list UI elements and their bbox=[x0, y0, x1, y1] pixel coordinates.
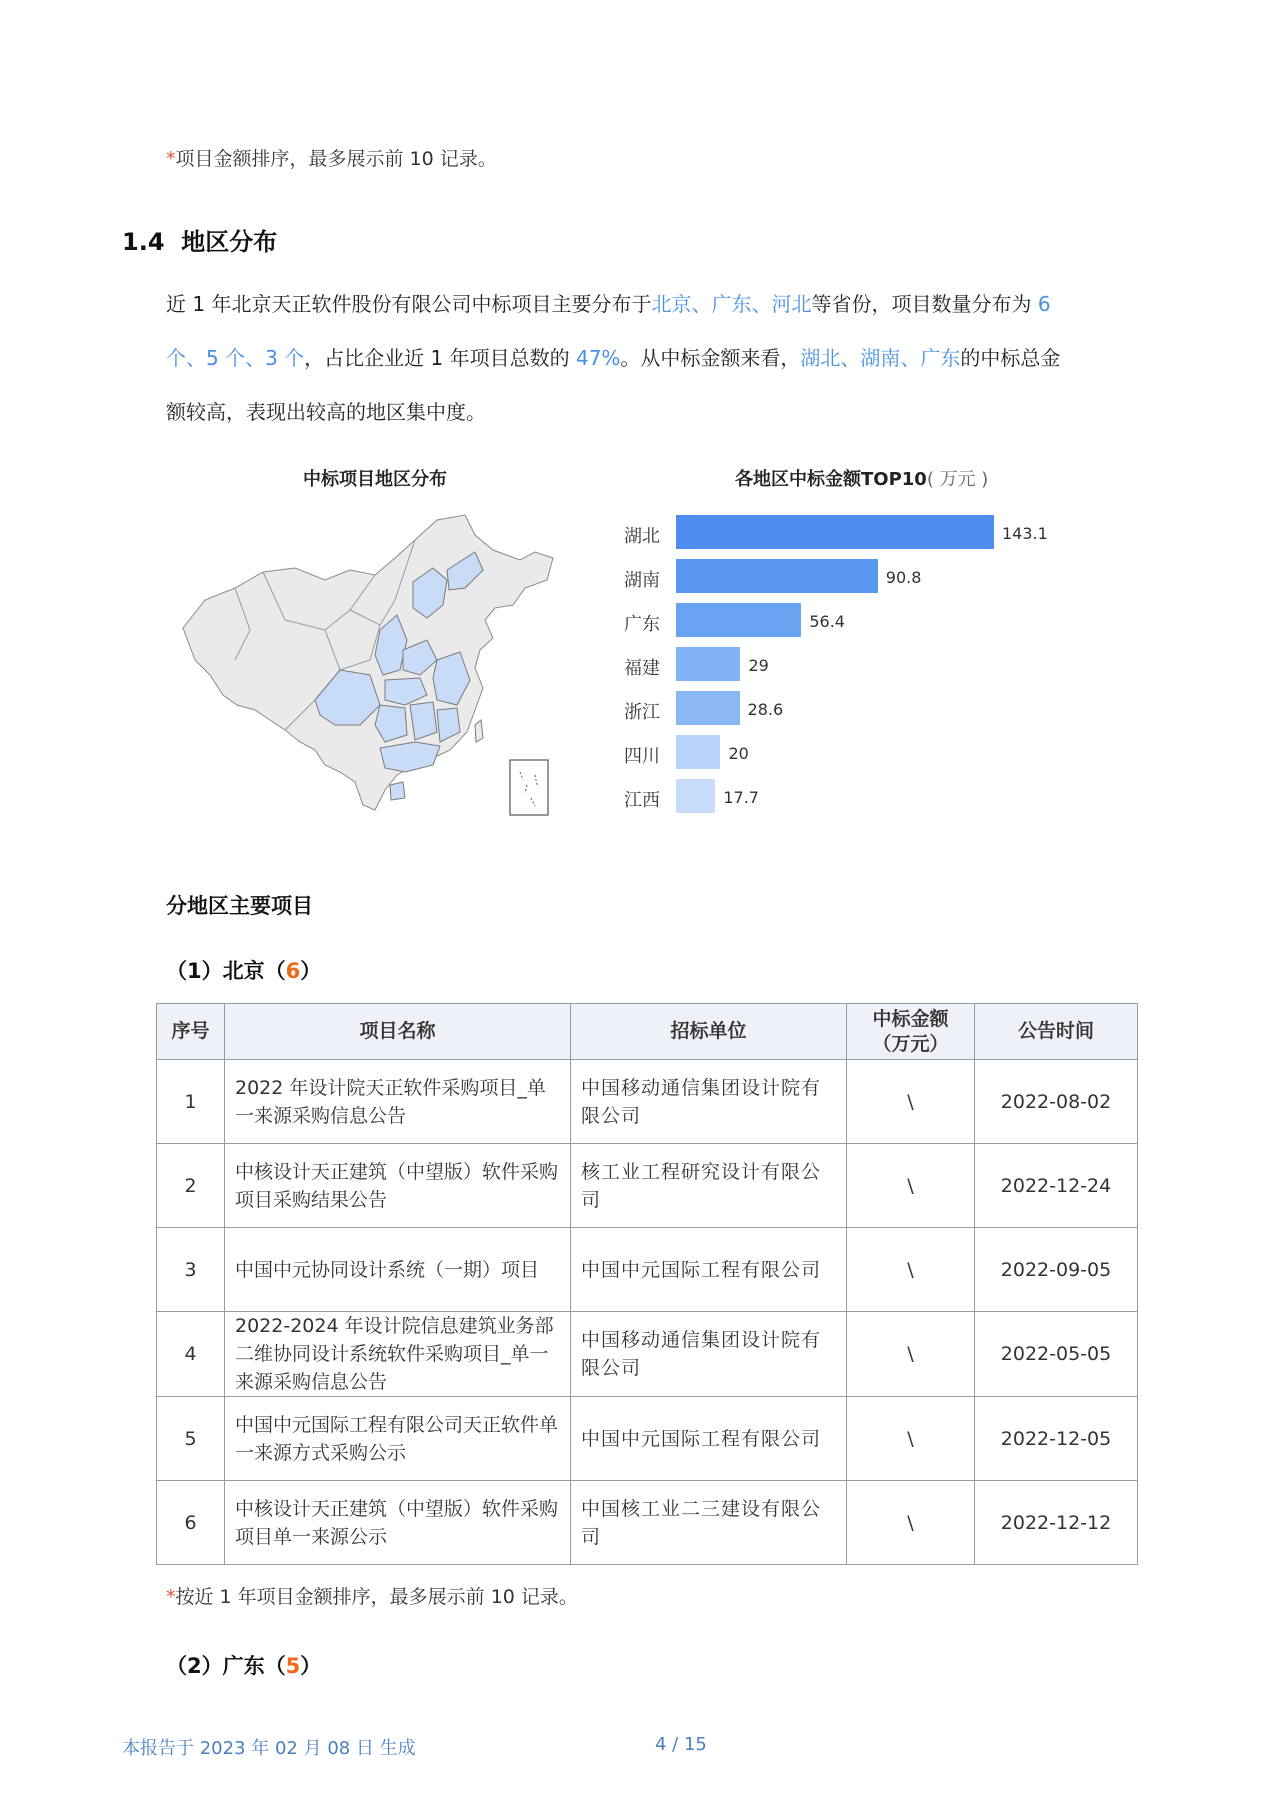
heading-suffix: ） bbox=[300, 1654, 322, 1678]
project-name-link[interactable]: 2022-2024 年设计院信息建筑业务部二维协同设计系统软件采购项目_单一来源采购信息公告 bbox=[225, 1312, 571, 1397]
project-name-link[interactable]: 中国中元国际工程有限公司天正软件单一来源方式采购公示 bbox=[225, 1397, 571, 1481]
beijing-projects-table bbox=[156, 1003, 1138, 1565]
heading-suffix: ） bbox=[300, 959, 322, 983]
bar-chart bbox=[610, 515, 1090, 835]
announce-date: 2022-05-05 bbox=[975, 1312, 1138, 1397]
bar-category-label: 四川 bbox=[624, 746, 660, 767]
map-province-guangdong bbox=[380, 742, 440, 772]
header-name: 项目名称 bbox=[225, 1004, 571, 1060]
announce-date: 2022-08-02 bbox=[975, 1060, 1138, 1144]
bar-category-label: 福建 bbox=[624, 658, 660, 679]
announce-date: 2022-09-05 bbox=[975, 1228, 1138, 1312]
heading-prefix: （2）广东（ bbox=[166, 1654, 286, 1678]
bar-category-label: 浙江 bbox=[624, 702, 660, 723]
row-no: 2 bbox=[157, 1144, 225, 1228]
bar-chart-unit: ( 万元 ) bbox=[926, 469, 989, 490]
project-name-link[interactable]: 中核设计天正建筑（中望版）软件采购项目采购结果公告 bbox=[225, 1144, 571, 1228]
header-no: 序号 bbox=[157, 1004, 225, 1060]
bar-2 bbox=[676, 559, 878, 593]
bar-value-label: 56.4 bbox=[809, 612, 845, 631]
bid-amount: \ bbox=[847, 1144, 975, 1228]
map-title: 中标项目地区分布 bbox=[303, 469, 447, 490]
tender-unit: 核工业工程研究设计有限公司 bbox=[571, 1144, 847, 1228]
row-no: 6 bbox=[157, 1481, 225, 1565]
row-no: 1 bbox=[157, 1060, 225, 1144]
map-south-china-sea-inset bbox=[510, 760, 548, 815]
header-amount-line2: （万元） bbox=[872, 1032, 949, 1055]
header-unit: 招标单位 bbox=[571, 1004, 847, 1060]
bid-amount: \ bbox=[847, 1312, 975, 1397]
para-text: 额较高，表现出较高的地区集中度。 bbox=[166, 400, 486, 424]
guangdong-count: 5 bbox=[285, 1654, 301, 1678]
bid-amount: \ bbox=[847, 1481, 975, 1565]
row-no: 5 bbox=[157, 1397, 225, 1481]
header-amount bbox=[847, 1004, 975, 1060]
table-row bbox=[157, 1397, 1138, 1481]
para-text: 等省份，项目数量分布为 bbox=[811, 292, 1038, 316]
map-province-hainan bbox=[390, 782, 405, 800]
bar-value-label: 28.6 bbox=[747, 700, 784, 719]
subsection-title: 分地区主要项目 bbox=[166, 894, 313, 918]
bar-category-label: 湖北 bbox=[624, 526, 660, 547]
bottom-note bbox=[166, 1582, 578, 1609]
tender-unit: 中国中元国际工程有限公司 bbox=[571, 1228, 847, 1312]
bid-amount: \ bbox=[847, 1397, 975, 1481]
table-header-row bbox=[157, 1004, 1138, 1060]
header-date: 公告时间 bbox=[975, 1004, 1138, 1060]
bid-amount: \ bbox=[847, 1060, 975, 1144]
bar-3 bbox=[676, 603, 801, 637]
para-text: 近 1 年北京天正软件股份有限公司中标项目主要分布于 bbox=[166, 292, 652, 316]
top-count-regions: 北京、广东、河北 bbox=[651, 292, 812, 316]
bar-category-label: 广东 bbox=[624, 614, 660, 635]
announce-date: 2022-12-12 bbox=[975, 1481, 1138, 1565]
guangdong-heading bbox=[166, 1650, 321, 1680]
bar-5 bbox=[676, 691, 740, 725]
bar-1 bbox=[676, 515, 994, 549]
top-amount-regions: 湖北、湖南、广东 bbox=[800, 346, 961, 370]
footer-generated-date: 本报告于 2023 年 02 月 08 日 生成 bbox=[122, 1738, 416, 1759]
bar-value-label: 90.8 bbox=[885, 568, 922, 587]
table-row bbox=[157, 1060, 1138, 1144]
table-row bbox=[157, 1228, 1138, 1312]
note-text: 按近 1 年项目金额排序，最多展示前 10 记录。 bbox=[175, 1586, 578, 1608]
bar-category-label: 湖南 bbox=[624, 570, 660, 591]
bar-value-label: 29 bbox=[748, 656, 769, 675]
bar-chart-title-row bbox=[735, 465, 1075, 491]
row-no: 3 bbox=[157, 1228, 225, 1312]
bar-value-label: 143.1 bbox=[1002, 524, 1048, 543]
beijing-count: 6 bbox=[285, 959, 301, 983]
table-row bbox=[157, 1481, 1138, 1565]
project-name-link[interactable]: 中国中元协同设计系统（一期）项目 bbox=[225, 1228, 571, 1312]
project-name-link[interactable]: 2022 年设计院天正软件采购项目_单一来源采购信息公告 bbox=[225, 1060, 571, 1144]
tender-unit: 中国移动通信集团设计院有限公司 bbox=[571, 1060, 847, 1144]
section-title: 地区分布 bbox=[181, 228, 278, 256]
para-text: ，占比企业近 1 年项目总数的 bbox=[304, 346, 576, 370]
para-text: 。从中标金额来看， bbox=[620, 346, 801, 370]
bar-value-label: 17.7 bbox=[723, 788, 759, 807]
bar-value-label: 20 bbox=[728, 744, 749, 763]
announce-date: 2022-12-05 bbox=[975, 1397, 1138, 1481]
count-others: 个、5 个、3 个 bbox=[166, 346, 305, 370]
row-no: 4 bbox=[157, 1312, 225, 1397]
footer-page-number: 4 / 15 bbox=[655, 1734, 707, 1755]
china-map bbox=[175, 510, 575, 820]
table-row bbox=[157, 1144, 1138, 1228]
map-country-outline bbox=[183, 515, 553, 810]
table-row bbox=[157, 1312, 1138, 1397]
bar-7 bbox=[676, 779, 715, 813]
count-beijing: 6 bbox=[1037, 292, 1051, 316]
bar-chart-title: 各地区中标金额TOP10 bbox=[735, 469, 927, 490]
note-star: * bbox=[166, 1586, 176, 1608]
para-text: 的中标总金 bbox=[960, 346, 1061, 370]
tender-unit: 中国中元国际工程有限公司 bbox=[571, 1397, 847, 1481]
bid-amount: \ bbox=[847, 1228, 975, 1312]
section-number: 1.4 bbox=[122, 228, 165, 256]
top-note bbox=[166, 144, 497, 171]
bar-6 bbox=[676, 735, 720, 769]
bar-category-label: 江西 bbox=[624, 790, 660, 811]
section-heading bbox=[122, 222, 277, 257]
announce-date: 2022-12-24 bbox=[975, 1144, 1138, 1228]
note-star: * bbox=[166, 148, 176, 170]
bar-4 bbox=[676, 647, 740, 681]
tender-unit: 中国核工业二三建设有限公司 bbox=[571, 1481, 847, 1565]
beijing-heading bbox=[166, 955, 321, 985]
map-taiwan bbox=[475, 720, 483, 742]
project-name-link[interactable]: 中核设计天正建筑（中望版）软件采购项目单一来源公示 bbox=[225, 1481, 571, 1565]
tender-unit: 中国移动通信集团设计院有限公司 bbox=[571, 1312, 847, 1397]
share-percent: 47% bbox=[575, 346, 621, 370]
note-text: 项目金额排序，最多展示前 10 记录。 bbox=[175, 148, 497, 170]
region-summary-paragraph bbox=[166, 277, 1156, 439]
header-amount-line1: 中标金额 bbox=[872, 1007, 949, 1030]
heading-prefix: （1）北京（ bbox=[166, 959, 286, 983]
